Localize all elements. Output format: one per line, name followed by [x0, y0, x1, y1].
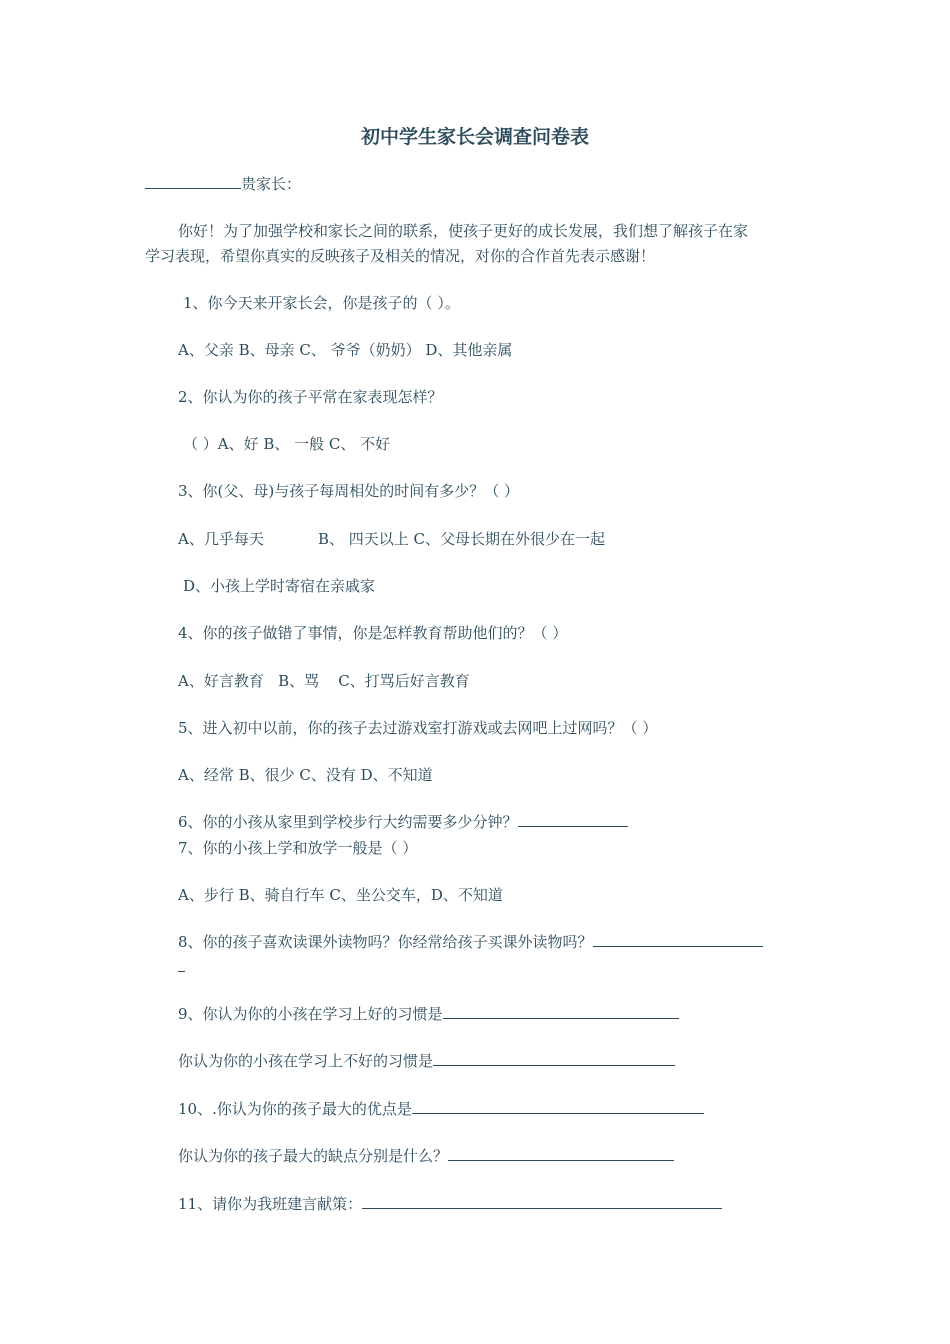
salutation-text: 贵家长： [241, 175, 302, 193]
name-blank[interactable] [145, 174, 241, 189]
question-4-options: A、好言教育 B、骂 C、打骂后好言教育 [178, 672, 470, 690]
question-5: 5、进入初中以前，你的孩子去过游戏室打游戏或去网吧上过网吗？（ ） [178, 719, 658, 737]
question-4: 4、你的孩子做错了事情，你是怎样教育帮助他们的？（ ） [178, 624, 568, 642]
intro-line-2: 学习表现，希望你真实的反映孩子及相关的情况，对你的合作首先表示感谢！ [145, 247, 656, 265]
question-2-options: （ ）A、好 B、 一般 C、 不好 [183, 435, 391, 453]
question-3-options-d: D、小孩上学时寄宿在亲戚家 [183, 577, 376, 595]
question-9-answer-blank[interactable] [443, 1004, 679, 1019]
question-9: 9、你认为你的小孩在学习上好的习惯是 [178, 1005, 443, 1023]
question-1-options: A、父亲 B、母亲 C、 爷爷（奶奶） D、其他亲属 [178, 341, 513, 359]
question-6-answer-blank[interactable] [518, 812, 628, 827]
question-3-options-bc: B、 四天以上 C、父母长期在外很少在一起 [318, 530, 606, 548]
question-10-line [178, 1099, 704, 1119]
question-11: 11、请你为我班建言献策： [178, 1195, 363, 1213]
question-9b-line [178, 1051, 675, 1071]
question-3: 3、你(父、母)与孩子每周相处的时间有多少？（ ） [178, 482, 520, 500]
question-8: 8、你的孩子喜欢读课外读物吗？你经常给孩子买课外读物吗？ [178, 933, 593, 951]
question-7-options: A、步行 B、骑自行车 C、坐公交车，D、不知道 [178, 886, 503, 904]
question-8-continuation [178, 957, 185, 977]
question-11-line [178, 1194, 722, 1214]
question-8-line [178, 932, 763, 952]
question-9-line [178, 1004, 679, 1024]
intro-line-1: 你好！为了加强学校和家长之间的联系，使孩子更好的成长发展，我们想了解孩子在家 [178, 222, 749, 240]
question-9b-answer-blank[interactable] [433, 1051, 675, 1066]
question-7: 7、你的小孩上学和放学一般是（ ） [178, 839, 418, 857]
question-10: 10、.你认为你的孩子最大的优点是 [178, 1100, 412, 1118]
question-8-answer-blank-continued[interactable] [178, 957, 185, 972]
question-11-answer-blank[interactable] [362, 1194, 722, 1209]
page-title: 初中学生家长会调查问卷表 [360, 126, 589, 148]
question-9b: 你认为你的小孩在学习上不好的习惯是 [178, 1052, 434, 1070]
question-10b-answer-blank[interactable] [448, 1146, 674, 1161]
question-6: 6、你的小孩从家里到学校步行大约需要多少分钟？ [178, 813, 518, 831]
question-10b-line [178, 1146, 674, 1166]
question-2: 2、你认为你的孩子平常在家表现怎样？ [178, 388, 443, 406]
question-5-options: A、经常 B、很少 C、没有 D、不知道 [178, 766, 433, 784]
question-10-answer-blank[interactable] [412, 1099, 704, 1114]
question-8-answer-blank[interactable] [593, 932, 763, 947]
question-6-line [178, 812, 628, 832]
question-1: 1、你今天来开家长会，你是孩子的（ ）。 [183, 294, 460, 312]
question-10b: 你认为你的孩子最大的缺点分别是什么？ [178, 1147, 449, 1165]
salutation-line [145, 174, 301, 194]
question-3-options-a: A、几乎每天 [178, 530, 264, 548]
